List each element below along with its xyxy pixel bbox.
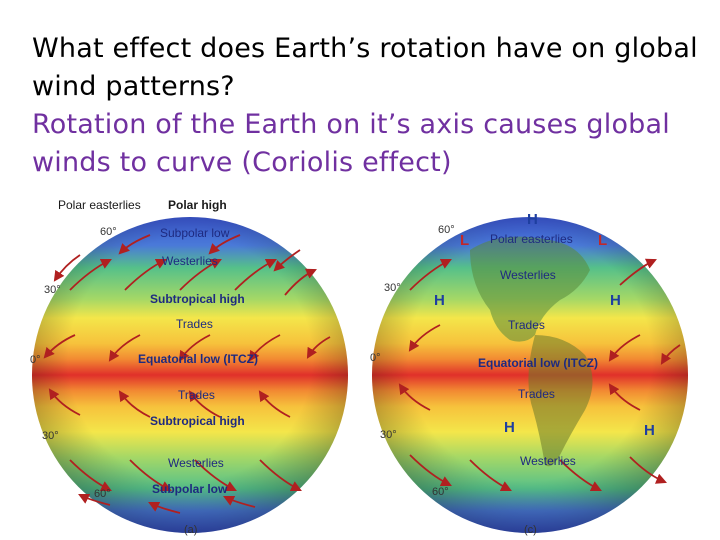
globe-c bbox=[370, 211, 688, 536]
zone-trades-south: Trades bbox=[178, 388, 215, 402]
global-wind-diagram bbox=[0, 195, 720, 540]
lat-0-c: 0° bbox=[370, 352, 381, 364]
pressure-high-south-east: H bbox=[644, 422, 655, 439]
zone-itcz-c: Equatorial low (ITCZ) bbox=[478, 356, 598, 370]
lat-60s-c: 60° bbox=[432, 486, 449, 498]
zone-polar-easterlies-c: Polar easterlies bbox=[490, 232, 573, 246]
lat-0-a: 0° bbox=[30, 354, 41, 366]
pressure-high-south-west: H bbox=[504, 419, 515, 436]
pressure-low-west: L bbox=[460, 232, 470, 249]
pressure-high-pole: H bbox=[527, 211, 538, 228]
lat-60n-c: 60° bbox=[438, 224, 455, 236]
zone-subtropical-high-north: Subtropical high bbox=[150, 292, 245, 306]
pressure-low-east: L bbox=[598, 232, 608, 249]
pressure-high-north-west: H bbox=[434, 292, 445, 309]
lat-30n-c: 30° bbox=[384, 282, 401, 294]
caption-a: (a) bbox=[184, 524, 198, 536]
zone-subpolar-low-north: Subpolar low bbox=[160, 226, 230, 240]
label-polar-high: Polar high bbox=[168, 198, 227, 212]
lat-60s-a: 60° bbox=[94, 488, 111, 500]
lat-60n-a: 60° bbox=[100, 226, 117, 238]
lat-30n-a: 30° bbox=[44, 284, 61, 296]
answer-text: Rotation of the Earth on it’s axis causes global winds to curve (Coriolis effect) bbox=[32, 109, 670, 178]
caption-c: (c) bbox=[524, 524, 537, 536]
label-polar-easterlies: Polar easterlies bbox=[58, 198, 141, 212]
lat-30s-a: 30° bbox=[42, 430, 59, 442]
zone-westerlies-south-c: Westerlies bbox=[520, 454, 576, 468]
question-text: What effect does Earth’s rotation have on global wind patterns? bbox=[32, 33, 698, 102]
pressure-high-north-east: H bbox=[610, 292, 621, 309]
zone-westerlies-north: Westerlies bbox=[162, 254, 218, 268]
zone-itcz-a: Equatorial low (ITCZ) bbox=[138, 352, 258, 366]
zone-subtropical-high-south: Subtropical high bbox=[150, 414, 245, 428]
lat-30s-c: 30° bbox=[380, 429, 397, 441]
zone-trades-north: Trades bbox=[176, 317, 213, 331]
zone-trades-north-c: Trades bbox=[508, 318, 545, 332]
zone-westerlies-north-c: Westerlies bbox=[500, 268, 556, 282]
globe-a bbox=[30, 198, 348, 536]
zone-westerlies-south: Westerlies bbox=[168, 456, 224, 470]
zone-trades-south-c: Trades bbox=[518, 387, 555, 401]
zone-subpolar-low-south: Subpolar low bbox=[152, 482, 228, 496]
